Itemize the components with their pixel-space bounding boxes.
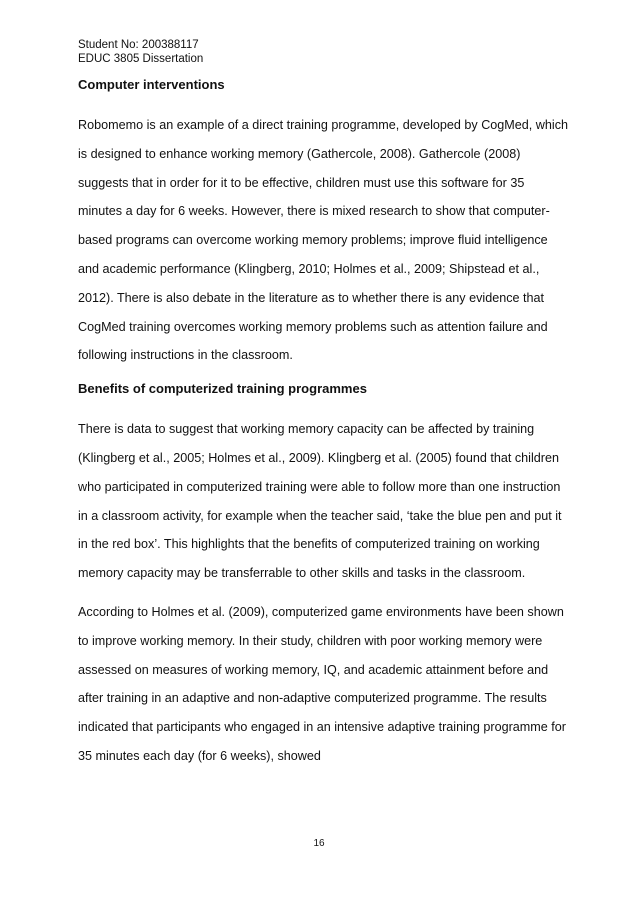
section-heading-computer-interventions: Computer interventions xyxy=(78,77,225,92)
course-title: EDUC 3805 Dissertation xyxy=(78,53,204,65)
paragraph-computer-interventions: Robomemo is an example of a direct training programme, developed by CogMed, which is designed to enhance working memory (Gathercole, 2008). Gathercole (2008) suggests that in order for it to be effective, children must use this software for 35 minutes a day for 6 weeks. However, there is mixed research to show that computer-based programs can overcome working memory problems; improve fluid intelligence and academic performance (Klingberg, 2010; Holmes et al., 2009; Shipstead et al., 2012). There is also debate in the literature as to whether there is any evidence that CogMed training overcomes working memory problems such as attention failure and following instructions in the classroom. xyxy=(78,118,569,363)
page-header xyxy=(78,38,203,66)
page-number: 16 xyxy=(313,838,325,849)
paragraph-benefits-2: According to Holmes et al. (2009), computerized game environments have been shown to improve working memory. In their study, children with poor working memory were assessed on measures of working memory, IQ, and academic attainment before and after training in an adaptive and non-adaptive computerized programme. The results indicated that participants who engaged in an intensive adaptive training programme for 35 minutes each day (for 6 weeks), showed xyxy=(78,604,566,763)
section-heading-benefits: Benefits of computerized training programmes xyxy=(78,381,367,397)
student-number: Student No: 200388117 xyxy=(78,39,199,51)
page-body xyxy=(78,76,570,781)
paragraph-benefits-1: There is data to suggest that working memory capacity can be affected by training (Klingberg et al., 2005; Holmes et al., 2009). Klingberg et al. (2005) found that children who participated in computerized training were able to follow more than one instruction in a classroom activity, for example when the teacher said, ‘take the blue pen and put it in the red box’. This highlights that the benefits of computerized training on working memory capacity may be transferrable to other skills and tasks in the classroom. xyxy=(78,422,562,581)
